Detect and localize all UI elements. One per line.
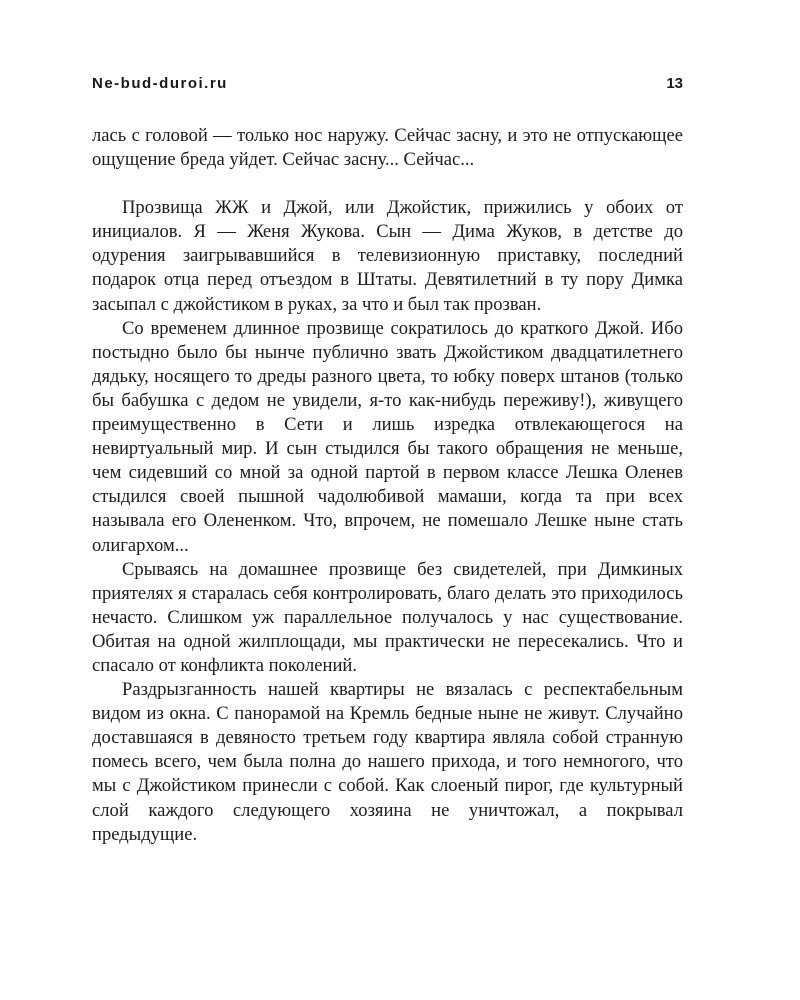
body-text <box>92 124 683 847</box>
paragraph-control: Срываясь на домашнее прозвище без свидетелей, при Димкиных приятелях я старалась себя контролировать, благо делать это приходилось нечасто. Слишком уж параллельное получалось у нас существование. Обитая на одной жилплощади, мы практически не пересекались. Что и спасало от конфликта поколений. <box>92 558 683 676</box>
paragraph-short-nickname: Со временем длинное прозвище сократилось до краткого Джой. Ибо постыдно было бы нынче публично звать Джойстиком двадцатилетнего дядьку, носящего то дреды разного цвета, то юбку поверх штанов (только бы бабушка с дедом не увидели, я-то как-нибудь переживу!), живущего преимущественно в Сети и лишь изредка отвлекающегося на невиртуальный мир. И сын стыдился бы такого обращения не меньше, чем сидевший со мной за одной партой в первом классе Лешка Оленев стыдился своей пышной чадолюбивой мамаши, когда та при всех называла его Олененком. Что, впрочем, не помешало Лешке ныне стать олигархом... <box>92 317 683 556</box>
page-number: 13 <box>666 75 683 92</box>
paragraph-apartment: Раздрызганность нашей квартиры не вязалась с респектабельным видом из окна. С панорамой на Кремль бедные ныне не живут. Случайно доставшаяся в девяносто третьем году квартира являла собой странную помесь всего, чем была полна до нашего прихода, и того немногого, что мы с Джойстиком принесли с собой. Как слоеный пирог, где культурный слой каждого следующего хозяина не уничтожал, а покрывал предыдущие. <box>92 679 683 845</box>
paragraph-nicknames: Прозвища ЖЖ и Джой, или Джойстик, прижились у обоих от инициалов. Я — Женя Жукова. Сын — Дима Жуков, в детстве до одурения заигрывавшийся в телевизионную приставку, последний подарок отца перед отъездом в Штаты. Девятилетний в ту пору Димка засыпал с джойстиком в руках, за что и был так прозван. <box>92 197 683 315</box>
paragraph-continuation: лась с головой — только нос наружу. Сейчас засну, и это не отпускающее ощущение бреда уйдет. Сейчас засну... Сейчас... <box>92 125 683 171</box>
running-head-title: Ne-bud-duroi.ru <box>92 75 228 92</box>
